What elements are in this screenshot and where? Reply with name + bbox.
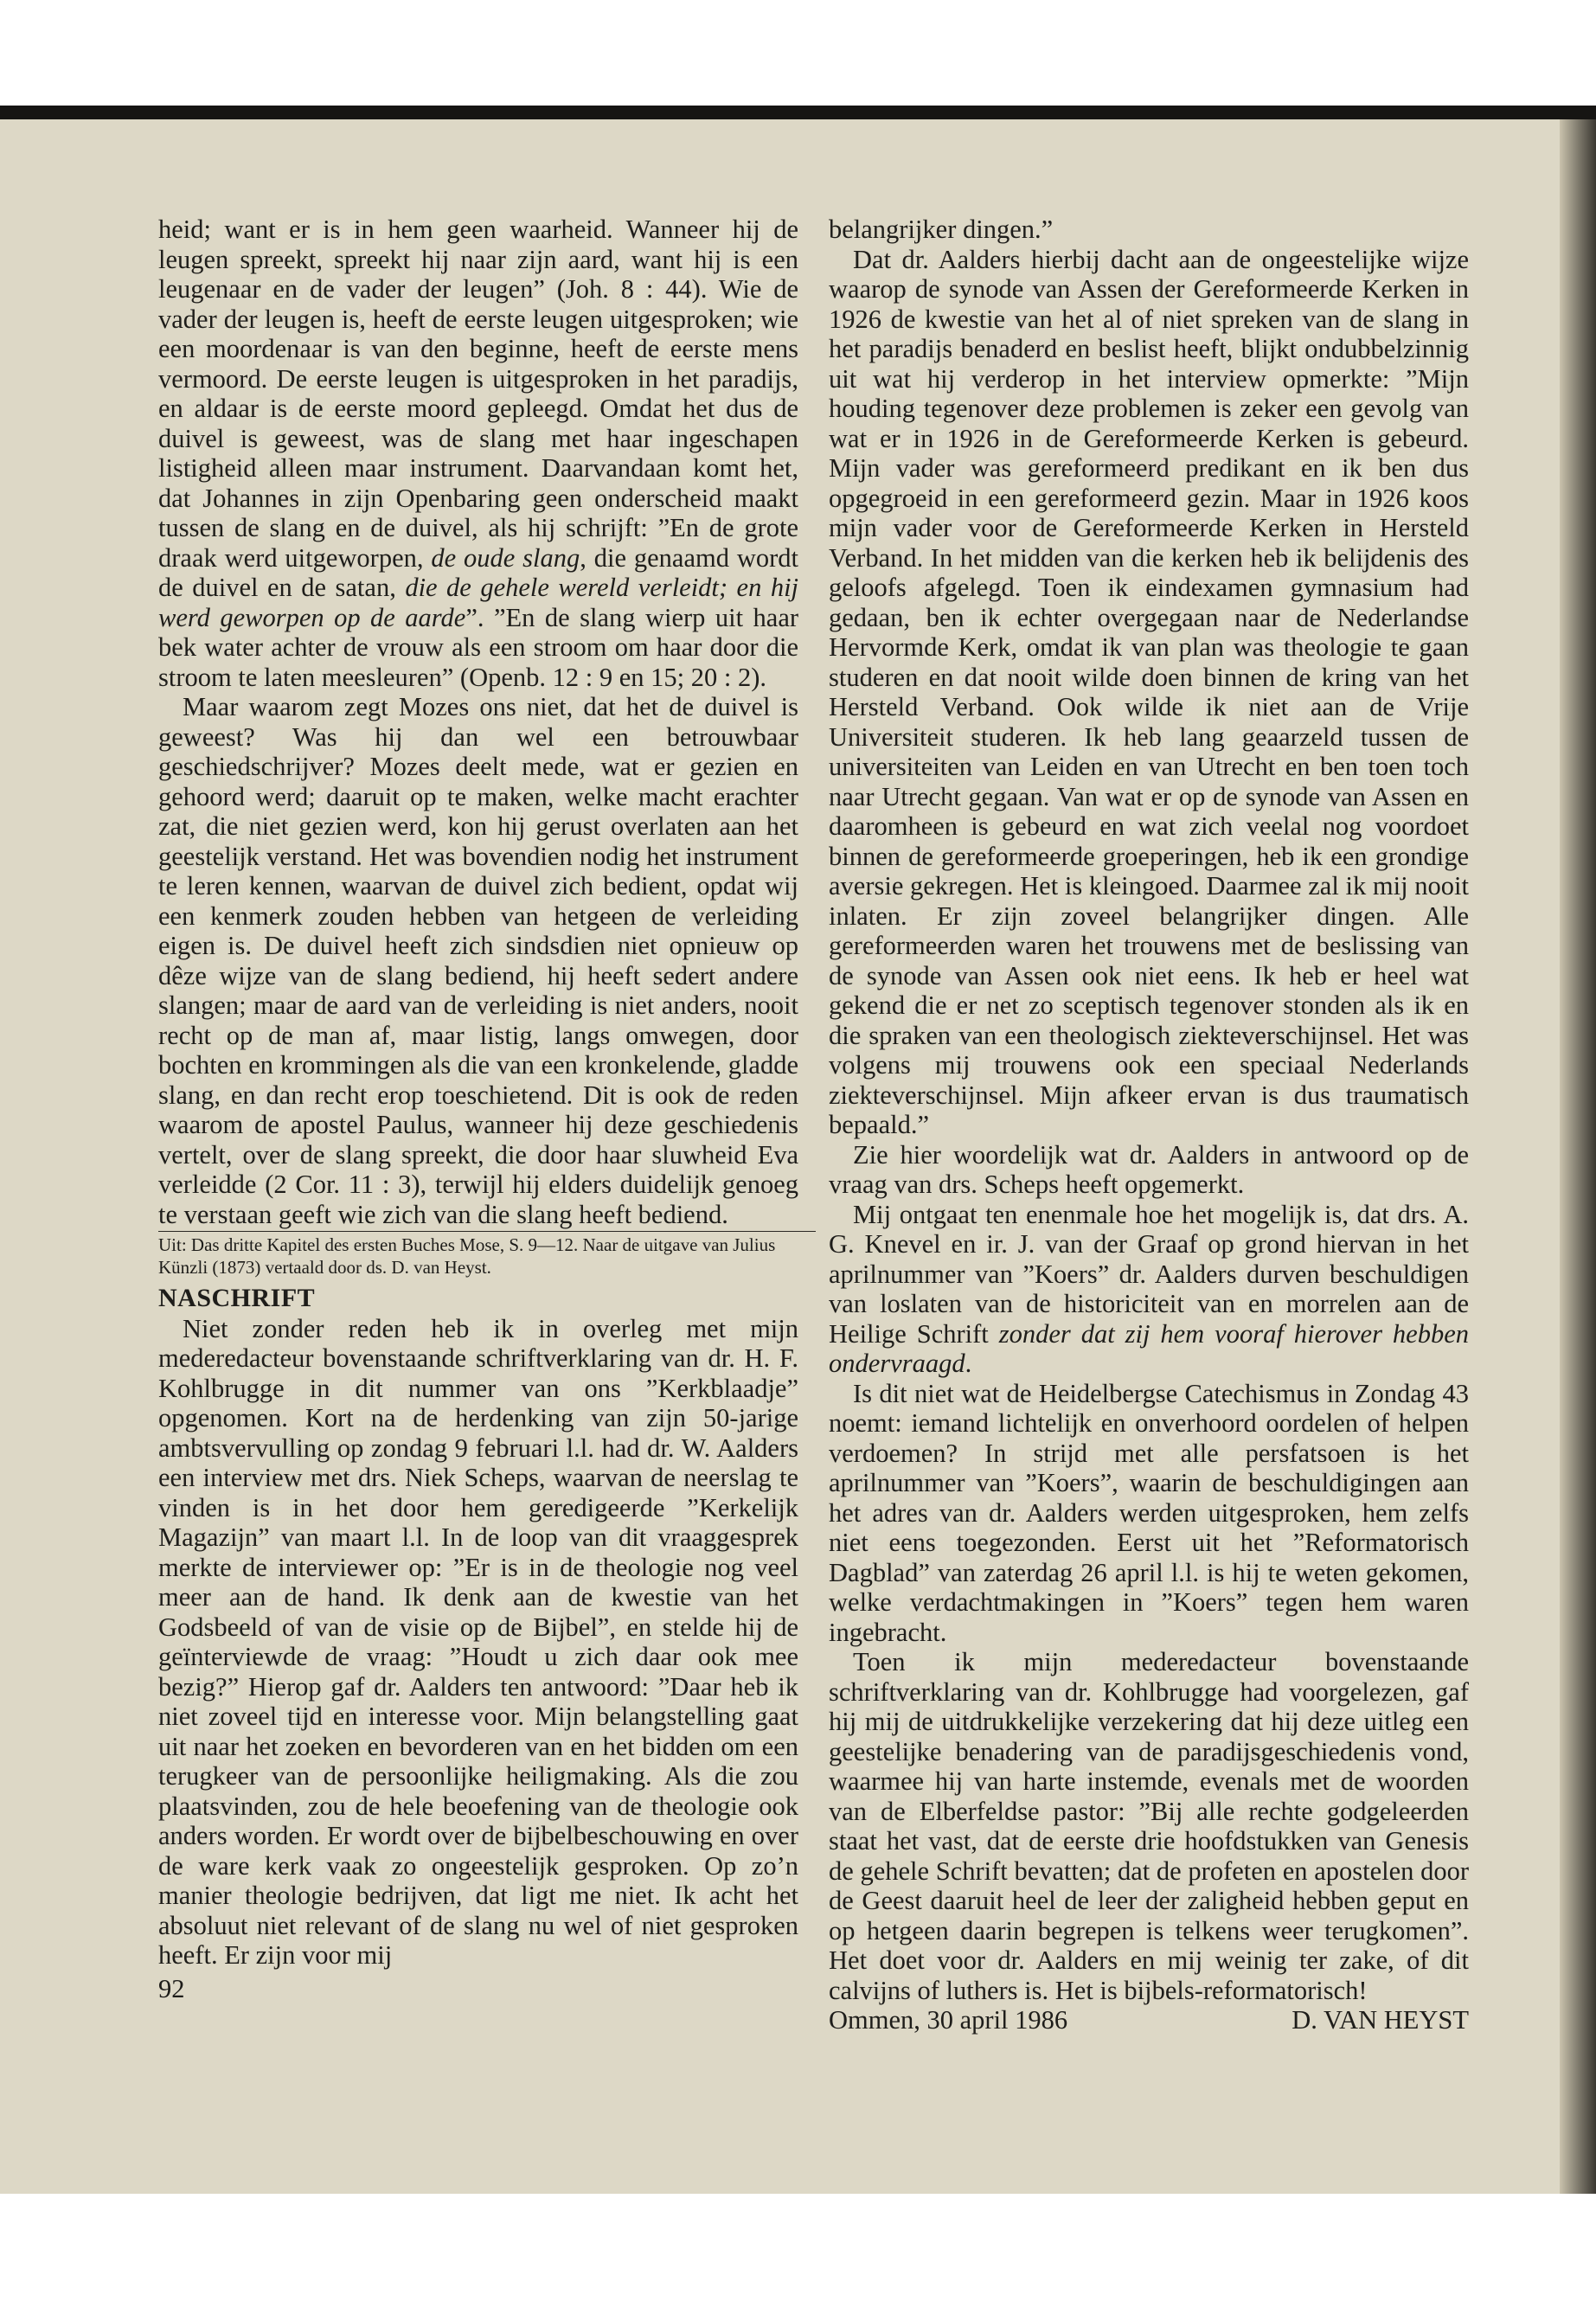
right-column xyxy=(829,215,1469,2035)
right-paragraph-5: Is dit niet wat de Heidelbergse Catechismus in Zondag 43 noemt: iemand lichtelijk en onverhoord oordelen of helpen verdoemen? In strijd met alle persfatsoen is het aprilnummer van ”Koers”, waarin de beschuldigingen aan het adres van dr. Aalders werden uitgesproken, hem zelfs niet eens toegezonden. Eerst uit het ”Reformatorisch Dagblad” van zaterdag 26 april l.l. is hij te weten gekomen, welke verdachtmakingen in ”Koers” tegen hem waren ingebracht. xyxy=(829,1378,1469,1647)
scan-bottom-margin xyxy=(0,2194,1596,2301)
signature-line xyxy=(829,2005,1469,2035)
right-paragraph-3: Zie hier woordelijk wat dr. Aalders in antwoord op de vraag van drs. Scheps heeft opgemerkt. xyxy=(829,1139,1469,1199)
right-paragraph-2: Dat dr. Aalders hierbij dacht aan de ongeestelijke wijze waarop de synode van Assen der Gereformeerde Kerken in 1926 de kwestie van het al of niet spreken van de slang in het paradijs benaderd en beslist heeft, blijkt ondubbelzinnig uit wat hij verderop in het interview opmerkte: ”Mijn houding tegenover deze problemen is zeker een gevolg van wat er in 1926 in de Gereformeerde Kerken is gebeurd. Mijn vader was gereformeerd predikant en ik ben dus opgegroeid in een gereformeerd gezin. Maar in 1926 koos mijn vader voor de Gereformeerde Kerken in Hersteld Verband. In het midden van die kerken heb ik belijdenis des geloofs afgelegd. Toen ik eindexamen gymnasium had gedaan, ben ik echter overgegaan naar de Nederlandse Hervormde Kerk, omdat ik van plan was theologie te gaan studeren en dat nooit wilde doen binnen de kring van het Hersteld Verband. Ook wilde ik niet aan de Vrije Universiteit studeren. Ik heb lang geaarzeld tussen de universiteiten van Leiden en van Utrecht en ben toen toch naar Utrecht gegaan. Van wat er op de synode van Assen en daaromheen is gebeurd en wat zich veelal nog voordoet binnen de gereformeerde groeperingen, heb ik een grondige aversie gekregen. Het is kleingoed. Daarmee zal ik mij nooit inlaten. Er zijn zoveel belangrijker dingen. Alle gereformeerden waren het trouwens met de beslissing van de synode van Assen ook niet eens. Ik heb er heel wat gekend die er net zo sceptisch tegenover stonden als ik en die spraken van een theologisch ziekteverschijnsel. Het was volgens mij trouwens ook een speciaal Nederlands ziekteverschijnsel. Mijn afkeer ervan is dus traumatisch bepaald.” xyxy=(829,244,1469,1139)
text-run: ”. ”En de slang wierp uit haar bek water achter de vrouw als een stroom om haar door die stroom te laten meesleuren” (Openb. 12 : 9 en 15; 20 : 2). xyxy=(158,602,799,692)
left-paragraph-1 xyxy=(158,215,798,692)
text-run: , die genaamd wordt de duivel en de satan, xyxy=(158,542,798,602)
text-run: . xyxy=(965,1349,972,1378)
book-spine-shadow xyxy=(1560,119,1596,2194)
right-paragraph-6: Toen ik mijn mederedacteur bovenstaande schriftverklaring van dr. Kohlbrugge had voorgelezen, gaf hij mij de uitdrukkelijke verzekering dat hij deze uitleg een geestelijke benadering van de paradijsgeschiedenis vond, waarmee hij van harte instemde, evenals met de woorden van de Elberfeldse pastor: ”Bij alle rechte godgeleerden staat het vast, dat de eerste drie hoofdstukken van Genesis de gehele Schrift bevatten; dat de profeten en apostelen door de Geest daaruit heel de leer der zaligheid hebben geput en op hetgeen daarin begrepen is telkens weer terugkomen”. Het doet voor dr. Aalders en mij weinig ter zake, of dit calvijns of luthers is. Het is bijbels-reformatorisch! xyxy=(829,1647,1469,2005)
place-date: Ommen, 30 april 1986 xyxy=(829,2005,1068,2035)
italic-quote: de oude slang xyxy=(431,542,580,573)
scan-top-margin xyxy=(0,0,1596,111)
left-paragraph-3: Niet zonder reden heb ik in overleg met mijn mederedacteur bovenstaande schriftverklaring van dr. H. F. Kohlbrugge in dit nummer van ons ”Kerkblaadje” opgenomen. Kort na de herdenking van zijn 50-jarige ambtsvervulling op zondag 9 februari l.l. had dr. W. Aalders een interview met drs. Niek Scheps, waarvan de neerslag te vinden is in het door hem geredigeerde ”Kerkelijk Magazijn” van maart l.l. In de loop van dit vraaggesprek merkte de interviewer op: ”Er is in de theologie nog veel meer aan de hand. Ik denk aan de kwestie van het Godsbeeld of van de visie op de Bijbel”, en stelde hij de geïnterviewde de vraag: ”Houdt u zich daar ook mee bezig?” Hierop gaf dr. Aalders ten antwoord: ”Daar heb ik niet zoveel tijd en interesse voor. Mijn belangstelling gaat uit naar het zoeken en bevorderen van en het bidden om een terugkeer van de persoonlijke heiligmaking. Als die zou plaatsvinden, zou de hele beoefening van de theologie ook anders worden. Er wordt over de bijbelbeschouwing en over de ware kerk vaak zo ongeestelijk gesproken. Op zo’n manier theologie bedrijven, dat ligt me niet. Ik acht het absoluut niet relevant of de slang nu wel of niet gesproken heeft. Er zijn voor mij xyxy=(158,1313,798,1970)
right-paragraph-4 xyxy=(829,1200,1469,1379)
text-run: Mij ontgaat ten enenmale hoe het mogelijk is, dat drs. A. G. Knevel en ir. J. van der Graaf op grond hiervan in het aprilnummer van ”Koers” dr. Aalders durven beschuldigen van loslaten van de historiciteit van en morrelen aan de Heilige Schrift xyxy=(829,1199,1469,1349)
author-name: D. VAN HEYST xyxy=(1292,2005,1469,2035)
italic-emphasis: zonder dat zij hem vooraf hierover hebben ondervraagd xyxy=(829,1318,1469,1378)
page-number: 92 xyxy=(158,1973,185,2003)
section-heading: NASCHRIFT xyxy=(158,1284,316,1312)
italic-quote: die de gehele wereld verleidt; en hij werd geworpen op de aarde xyxy=(158,573,799,632)
text-run: heid; want er is in hem geen waarheid. Wanneer hij de leugen spreekt, spreekt hij naar zijn aard, want hij is een leugenaar en de vader der leugen” (Joh. 8 : 44). Wie de vader der leugen is, heeft de eerste leugen uitgesproken; wie een moordenaar is van den beginne, heeft de eerste mens vermoord. De eerste leugen is uitgesproken in het paradijs, en aldaar is de eerste moord gepleegd. Omdat het dus de duivel is geweest, was de slang met haar ingeschapen listigheid alleen maar instrument. Daarvandaan komt het, dat Johannes in zijn Openbaring geen onderscheid maakt tussen de slang en de duivel, als hij schrijft: ”En de grote draak werd uitgeworpen, xyxy=(158,215,798,573)
left-column xyxy=(158,215,798,2003)
left-paragraph-2: Maar waarom zegt Mozes ons niet, dat het de duivel is geweest? Was hij dan wel een betrouwbaar geschiedschrijver? Mozes deelt mede, wat er gezien en gehoord werd; daaruit op te maken, welke macht erachter zat, die niet gezien werd, kon hij gerust overlaten aan het geestelijk verstand. Het was bovendien nodig het instrument te leren kennen, waarvan de duivel zich bedient, opdat wij een kenmerk zouden hebben van hetgeen de verleiding eigen is. De duivel heeft zich sindsdien niet opnieuw op dêze wijze van de slang bediend, hij heeft sedert andere slangen; maar de aard van de verleiding is niet anders, nooit recht op de man af, maar listig, langs omwegen, door bochten en krommingen als die van een kronkelende, gladde slang, en dan recht erop toeschietend. Dit is ook de reden waarom de apostel Paulus, wanneer hij deze geschiedenis vertelt, over de slang spreekt, die door haar sluwheid Eva verleidde (2 Cor. 11 : 3), terwijl hij elders duidelijk genoeg te verstaan geeft wie zich van die slang heeft bediend. xyxy=(158,692,798,1229)
right-paragraph-1: belangrijker dingen.” xyxy=(829,215,1054,244)
source-note: Uit: Das dritte Kapitel des ersten Buches Mose, S. 9—12. Naar de uitgave van Julius Künzli (1873) vertaald door ds. D. van Heyst. xyxy=(158,1231,816,1279)
